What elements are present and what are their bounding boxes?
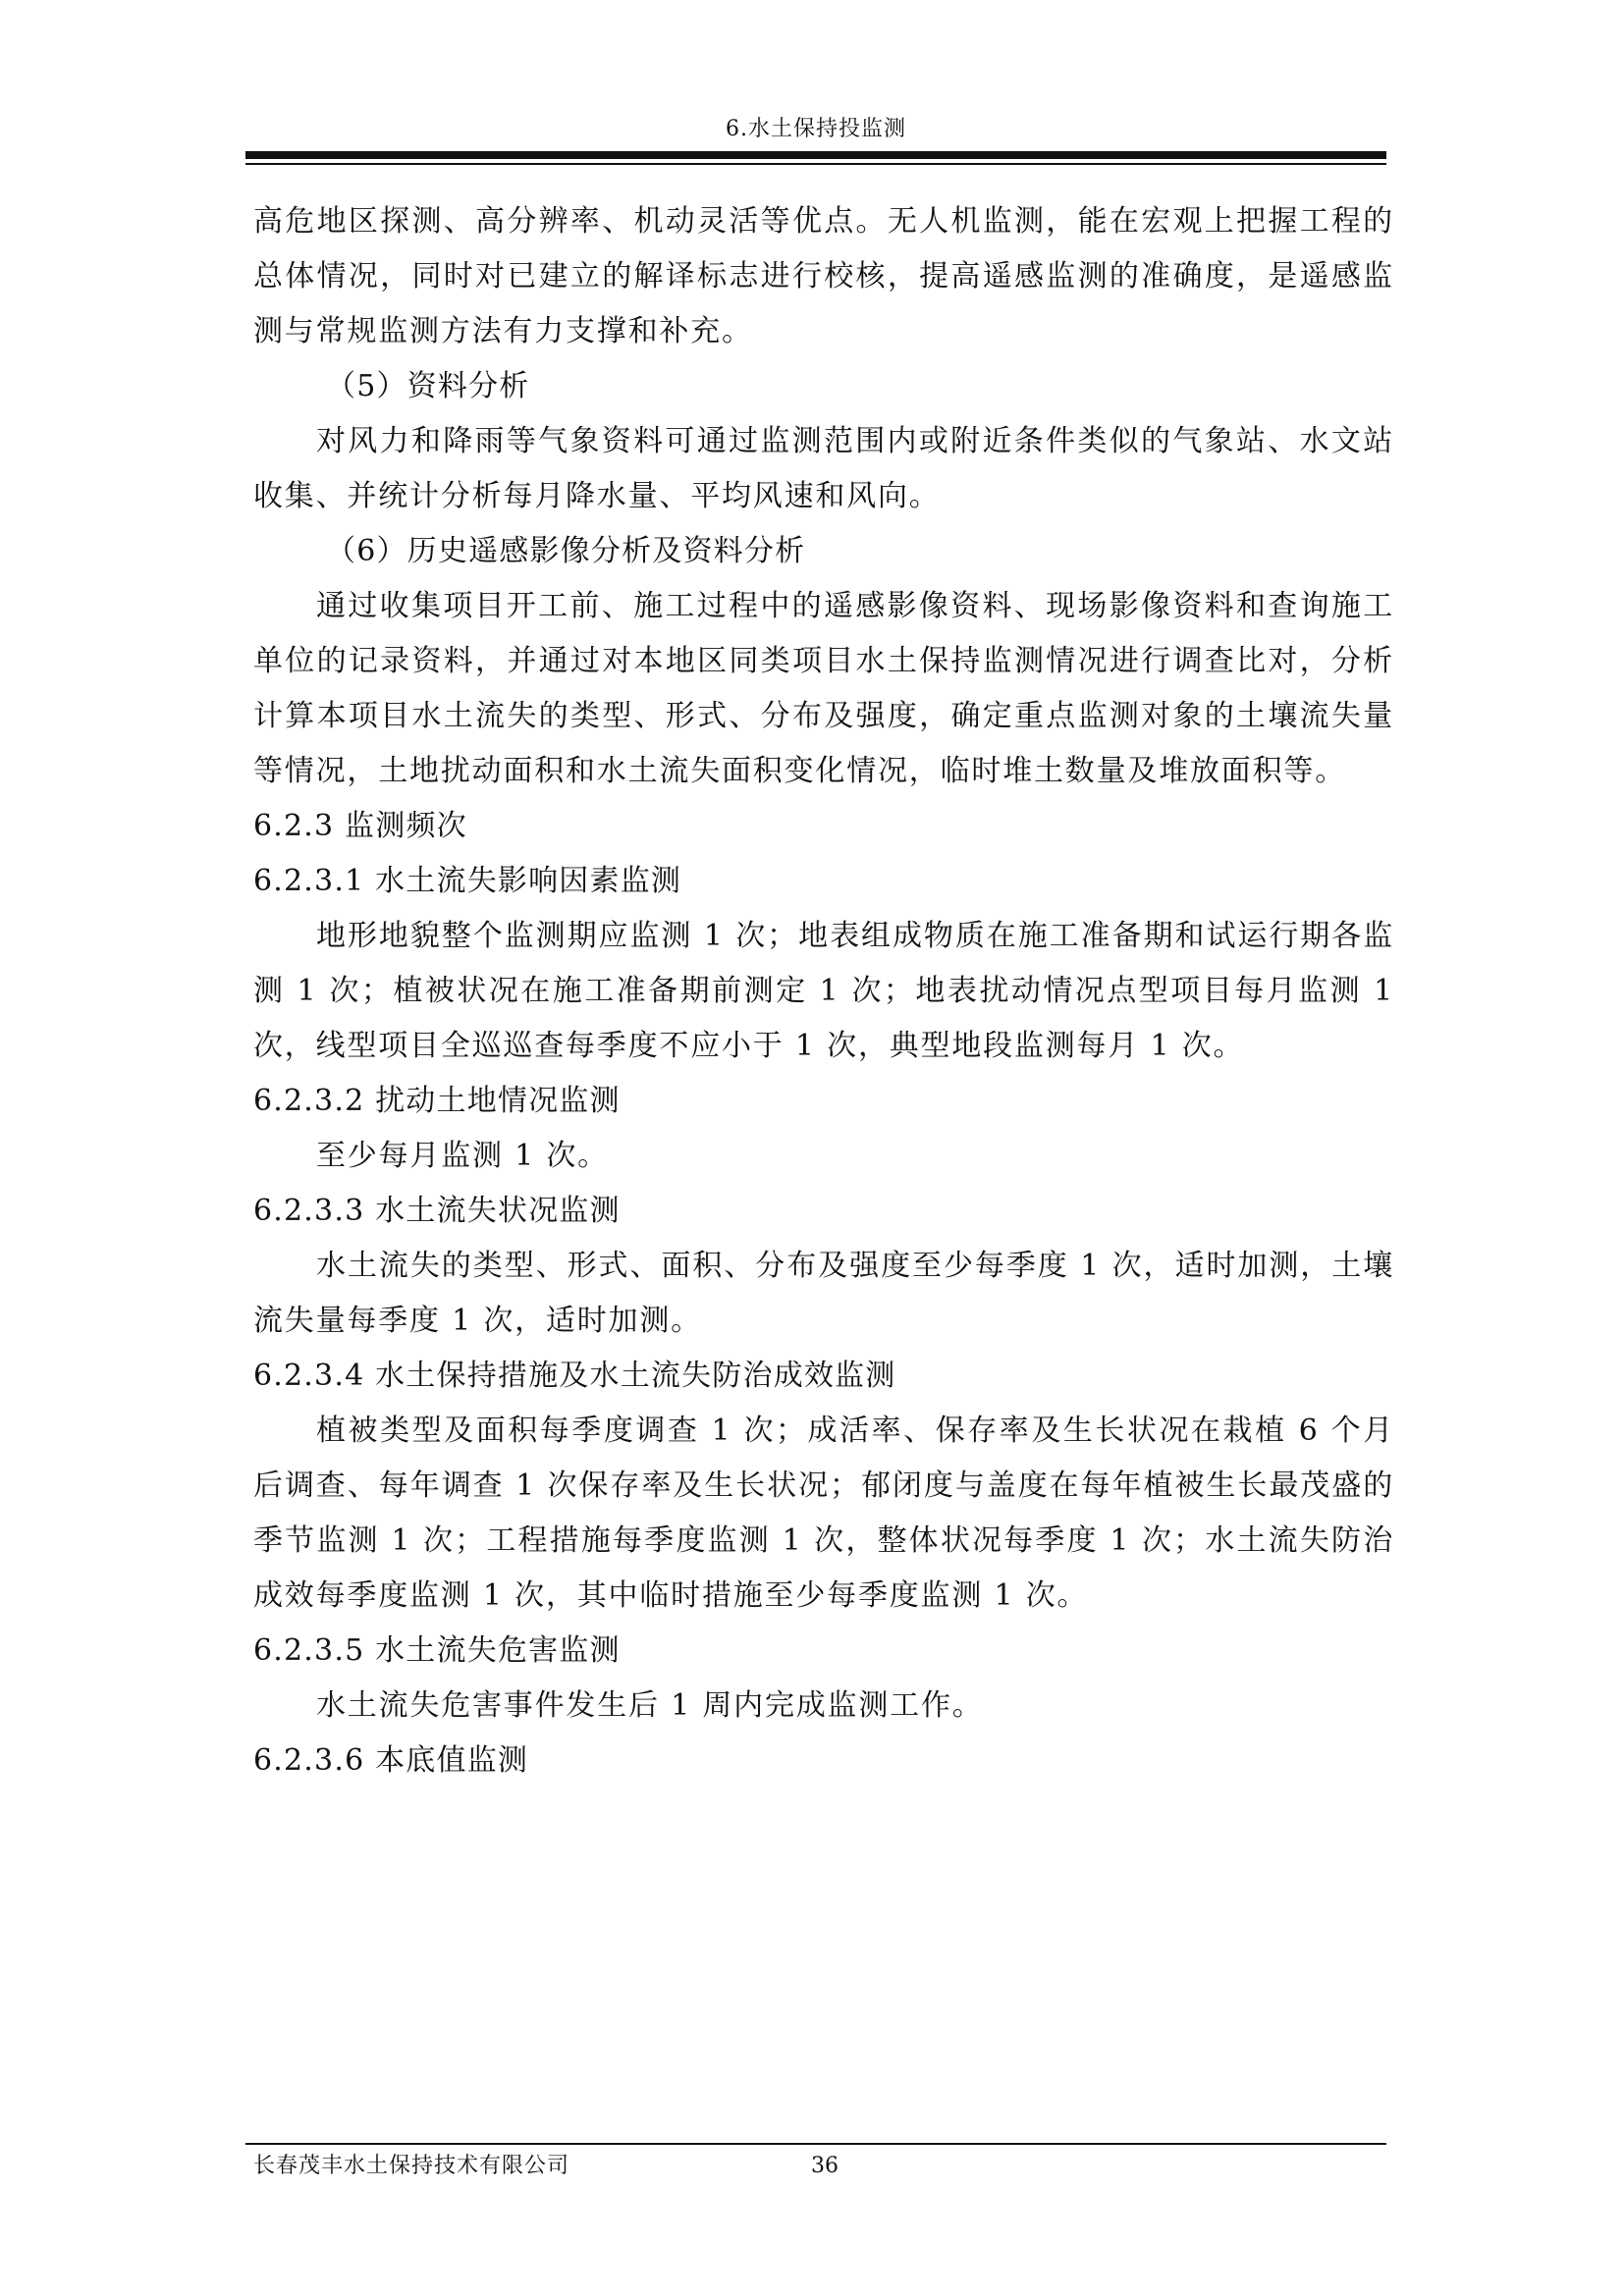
footer-rule — [245, 2143, 1386, 2145]
paragraph-hazard-monitoring: 水土流失危害事件发生后 1 周内完成监测工作。 — [316, 1688, 984, 1723]
section-heading-6-2-3-1: 6.2.3.1 水土流失影响因素监测 — [253, 864, 682, 898]
section-heading-6-2-3-6: 6.2.3.6 本底值监测 — [253, 1743, 529, 1778]
header-rule-thin — [245, 163, 1386, 165]
paragraph-soil-erosion-status: 水土流失的类型、形式、面积、分布及强度至少每季度 1 次，适时加测，土壤流失量每季度 1 次，适时加测。 — [253, 1249, 1394, 1338]
section-heading-6-2-3: 6.2.3 监测频次 — [253, 809, 467, 843]
paragraph-influencing-factors: 地形地貌整个监测期应监测 1 次；地表组成物质在施工准备期和试运行期各监测 1 次；植被状况在施工准备期前测定 1 次；地表扰动情况点型项目每月监测 1 次，线型项目全巡巡查每季度不应小于 1 次，典型地段监测每月 1 次。 — [253, 919, 1394, 1063]
section-heading-6-2-3-5: 6.2.3.5 水土流失危害监测 — [253, 1633, 621, 1668]
heading-historical-imagery: （6）历史遥感影像分析及资料分析 — [326, 534, 806, 568]
document-body — [253, 194, 1394, 1789]
header-rule-thick — [245, 151, 1386, 159]
page-header-title: 6.水土保持投监测 — [726, 117, 906, 141]
section-heading-6-2-3-2: 6.2.3.2 扰动土地情况监测 — [253, 1084, 621, 1118]
page-number: 36 — [811, 2154, 839, 2178]
heading-data-analysis: （5）资料分析 — [326, 369, 530, 403]
paragraph-disturbed-land: 至少每月监测 1 次。 — [316, 1139, 609, 1173]
paragraph-historical-imagery: 通过收集项目开工前、施工过程中的遥感影像资料、现场影像资料和查询施工单位的记录资料，并通过对本地区同类项目水土保持监测情况进行调查比对，分析计算本项目水土流失的类型、形式、分布及强度，确定重点监测对象的土壤流失量等情况，土地扰动面积和水土流失面积变化情况，临时堆土数量及堆放面积等。 — [253, 589, 1394, 788]
section-heading-6-2-3-4: 6.2.3.4 水土保持措施及水土流失防治成效监测 — [253, 1359, 896, 1393]
paragraph-uav-monitoring: 高危地区探测、高分辨率、机动灵活等优点。无人机监测，能在宏观上把握工程的总体情况，同时对已建立的解译标志进行校核，提高遥感监测的准确度，是遥感监测与常规监测方法有力支撑和补充。 — [253, 204, 1394, 348]
section-heading-6-2-3-3: 6.2.3.3 水土流失状况监测 — [253, 1194, 621, 1228]
footer-company-name: 长春茂丰水土保持技术有限公司 — [253, 2154, 570, 2178]
paragraph-meteorological-data: 对风力和降雨等气象资料可通过监测范围内或附近条件类似的气象站、水文站收集、并统计分析每月降水量、平均风速和风向。 — [253, 424, 1394, 513]
paragraph-measures-effectiveness: 植被类型及面积每季度调查 1 次；成活率、保存率及生长状况在栽植 6 个月后调查、每年调查 1 次保存率及生长状况；郁闭度与盖度在每年植被生长最茂盛的季节监测 1 次；工程措施每季度监测 1 次，整体状况每季度 1 次；水土流失防治成效每季度监测 1 次，其中临时措施至少每季度监测 1 次。 — [253, 1414, 1394, 1613]
